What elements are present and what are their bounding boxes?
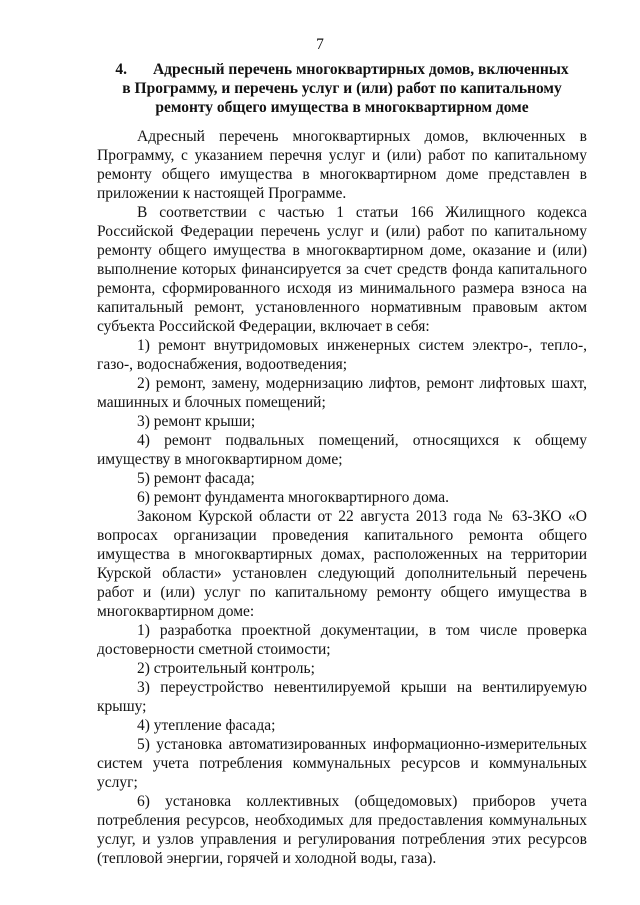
paragraph-housing-code: В соответствии с частью 1 статьи 166 Жилищного кодекса Российской Федерации перечень услуг и (или) работ по капитальному ремонту общего имущества в многоквартирном доме, оказание и (или) выполнение которых финансируется за счет средств фонда капитального ремонта, сформированного исходя из минимального размера взноса на капитальный ремонт, установленного нормативным правовым актом субъекта Российской Федерации, включает в себя: xyxy=(97,204,587,335)
document-body xyxy=(97,127,587,868)
heading-text-1: Адресный перечень многоквартирных домов, включенных xyxy=(152,61,569,78)
list-item-extra-2: 2) строительный контроль; xyxy=(137,660,315,677)
list-item-base-5: 5) ремонт фасада; xyxy=(137,470,255,487)
list-item-base-1: 1) ремонт внутридомовых инженерных систем электро-, тепло-, газо-, водоснабжения, водоотведения; xyxy=(97,337,587,373)
section-heading xyxy=(97,60,587,117)
heading-line-3: ремонту общего имущества в многоквартирном доме xyxy=(155,99,529,116)
list-item-extra-6: 6) установка коллективных (общедомовых) приборов учета потребления ресурсов, необходимых для предоставления коммунальных услуг, и узлов управления и регулирования потребления этих ресурсов (тепловой энергии, горячей и холодной воды, газа). xyxy=(97,793,587,867)
paragraph-kursk-law: Законом Курской области от 22 августа 2013 года № 63-ЗКО «О вопросах организации проведения капитального ремонта общего имущества в многоквартирных домах, расположенных на территории Курской области» установлен следующий дополнительный перечень работ и (или) услуг по капитальному ремонту общего имущества в многоквартирном доме: xyxy=(97,508,587,620)
list-item-extra-1: 1) разработка проектной документации, в том числе проверка достоверности сметной стоимости; xyxy=(97,622,587,658)
list-item-extra-3: 3) переустройство невентилируемой крыши на вентилируемую крышу; xyxy=(97,679,587,715)
paragraph-intro: Адресный перечень многоквартирных домов, включенных в Программу, с указанием перечня услуг и (или) работ по капитальному ремонту общего имущества в многоквартирном доме представлен в приложении к настоящей Программе. xyxy=(97,128,587,202)
list-item-extra-4: 4) утепление фасада; xyxy=(137,717,276,734)
heading-line-2: в Программу, и перечень услуг и (или) работ по капитальному xyxy=(122,80,562,97)
list-item-base-3: 3) ремонт крыши; xyxy=(137,413,256,430)
section-number: 4. xyxy=(115,61,127,78)
list-item-base-2: 2) ремонт, замену, модернизацию лифтов, ремонт лифтовых шахт, машинных и блочных помещений; xyxy=(97,375,587,411)
heading-line-1 xyxy=(97,60,587,79)
list-item-extra-5: 5) установка автоматизированных информационно-измерительных систем учета потребления коммунальных ресурсов и коммунальных услуг; xyxy=(97,736,587,791)
page-number: 7 xyxy=(316,36,324,53)
list-item-base-4: 4) ремонт подвальных помещений, относящихся к общему имуществу в многоквартирном доме; xyxy=(97,432,587,468)
list-item-base-6: 6) ремонт фундамента многоквартирного дома. xyxy=(137,489,449,506)
